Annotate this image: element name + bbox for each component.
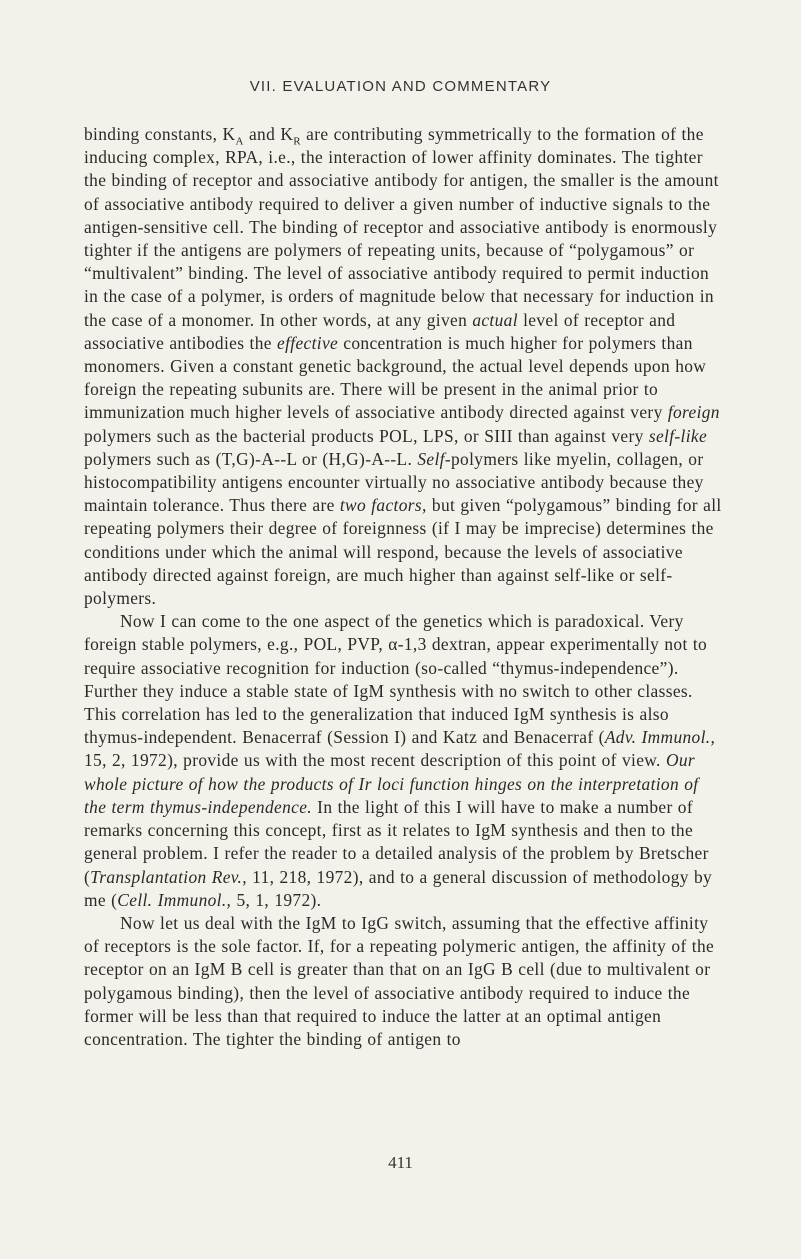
text-run: 15, 2, 1972), provide us with the most recent description of this point of view. (84, 750, 666, 771)
text-run: 5, 1, 1972). (231, 889, 322, 910)
text-run: In the light of this I will have to make a number of remarks concerning this concept, first as it relates to IgM synthesis and then to the general problem. I refer the reader to a detailed analysis of the problem by Bretscher ( (84, 796, 709, 887)
text-run: polymers such as (T,G)-A--L or (H,G)-A--L. (84, 448, 418, 469)
text-run: binding constants, K (84, 124, 236, 144)
subscript: R (293, 135, 301, 148)
text-run: concentration is much higher for polymers than monomers. Given a constant genetic background, the actual level depends upon how foreign the repeating subunits are. There will be present in the animal prior to immunization much higher levels of associative antibody directed against very (84, 332, 707, 423)
text-run: Now let us deal with the IgM to IgG switch, assuming that the effective affinity of receptors is the sole factor. If, for a repeating polymeric antigen, the affinity of the receptor on an IgM B cell is greater than that on an IgG B cell (due to multivalent or polygamous binding), then the level of associative antibody required to induce the former will be less than that required to induce the latter at an optimal antigen concentration. The tighter the binding of antigen to (84, 912, 715, 1049)
text-run: -polymers like myelin, collagen, or histocompatibility antigens encounter virtually no associative antibody because they maintain tolerance. Thus there are (84, 448, 704, 516)
page-number: 411 (388, 1153, 413, 1172)
emphasis-text: Our whole picture of how the products of Ir loci function hinges on the interpretation of the term thymus-independence. (84, 750, 699, 817)
emphasis-text: Cell. Immunol., (117, 889, 232, 910)
running-header: VII. EVALUATION AND COMMENTARY (249, 78, 552, 95)
text-run: 11, 218, 1972), and to a general discussion of methodology by me ( (84, 866, 713, 910)
text-run: polymers such as the bacterial products POL, LPS, or SIII than against very (84, 425, 649, 446)
body-text (84, 123, 724, 1051)
text-run: and K (243, 124, 294, 144)
paragraph (84, 610, 724, 912)
paragraph (84, 912, 724, 1051)
text-run: Now I can come to the one aspect of the genetics which is paradoxical. Very foreign stable polymers, e.g., POL, PVP, α-1,3 dextran, appear experimentally not to require associative recognition for induction (so-called “thymus-independence”). Further they induce a stable state of IgM synthesis with no switch to other classes. This correlation has led to the generalization that induced IgM synthesis is also thymus-independent. Benacerraf (Session I) and Katz and Benacerraf ( (84, 611, 708, 748)
text-run: level of receptor and associative antibodies the (84, 309, 676, 353)
emphasis-text: Adv. Immunol., (604, 727, 716, 748)
text-run: but given “polygamous” binding for all repeating polymers their degree of foreignness (if I may be imprecise) determines the conditions under which the animal will respond, because the levels of associative antibody directed against foreign, are much higher than against self-like or self-polymers. (84, 495, 722, 609)
text-run: are contributing symmetrically to the formation of the inducing complex, RPA, i.e., the interaction of lower affinity dominates. The tighter the binding of receptor and associative antibody for antigen, the smaller is the amount of associative antibody required to deliver a given number of inductive signals to the antigen-sensitive cell. The binding of receptor and associative antibody is enormously tighter if the antigens are polymers of repeating units, because of “polygamous” or “multivalent” binding. The level of associative antibody required to permit induction in the case of a polymer, is orders of magnitude below that necessary for induction in the case of a monomer. In other words, at any given (84, 124, 719, 330)
emphasis-text: effective (277, 332, 339, 353)
emphasis-text: foreign (667, 402, 720, 423)
paragraph (84, 123, 724, 610)
emphasis-text: Transplantation Rev., (90, 866, 247, 887)
subscript: A (235, 135, 244, 148)
emphasis-text: two factors, (339, 495, 427, 516)
emphasis-text: actual (472, 309, 518, 330)
emphasis-text: self-like (648, 425, 708, 446)
emphasis-text: Self (417, 448, 445, 469)
